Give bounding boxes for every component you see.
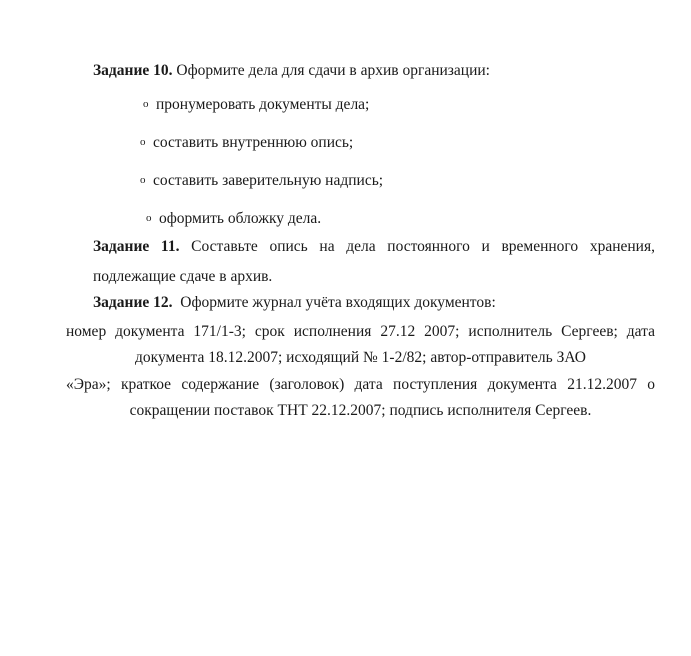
list-item-label: составить внутреннюю опись; [153,134,354,151]
task-12-text: Оформите журнал учёта входящих документов: [180,294,496,311]
list-item [140,169,383,192]
task-12-body-line: документа 18.12.2007; исходящий № 1-2/82; автор-отправитель ЗАО [135,349,586,366]
list-item [140,131,353,154]
task-10-heading [93,56,655,86]
task-12-body-line: сокращении поставок ТНТ 22.12.2007; подпись исполнителя Сергеев. [129,402,592,419]
task-11-continuation: подлежащие сдаче в архив. [93,268,273,285]
list-item [143,93,369,116]
task-10-label: Задание 10. [93,62,173,79]
circle-bullet-icon: o [146,212,152,224]
task-12-heading [93,288,655,318]
task-11-label: Задание 11. [93,238,180,255]
list-item-label: оформить обложку дела. [159,210,322,227]
circle-bullet-icon: o [140,174,146,186]
task-12-body-line: номер документа 171/1-3; срок исполнения 27.12 2007; исполнитель Сергеев; дата [66,323,655,340]
task-10-text: Оформите дела для сдачи в архив организации: [176,62,490,79]
list-item-label: пронумеровать документы дела; [156,96,370,113]
list-item [146,207,321,230]
circle-bullet-icon: o [140,136,146,148]
task-12-body-line: «Эра»; краткое содержание (заголовок) дата поступления документа 21.12.2007 о [66,376,655,393]
circle-bullet-icon: o [143,98,149,110]
task-11-text: Составьте опись на дела постоянного и временного хранения, [191,238,655,255]
list-item-label: составить заверительную надпись; [153,172,384,189]
task-12-label: Задание 12. [93,294,173,311]
